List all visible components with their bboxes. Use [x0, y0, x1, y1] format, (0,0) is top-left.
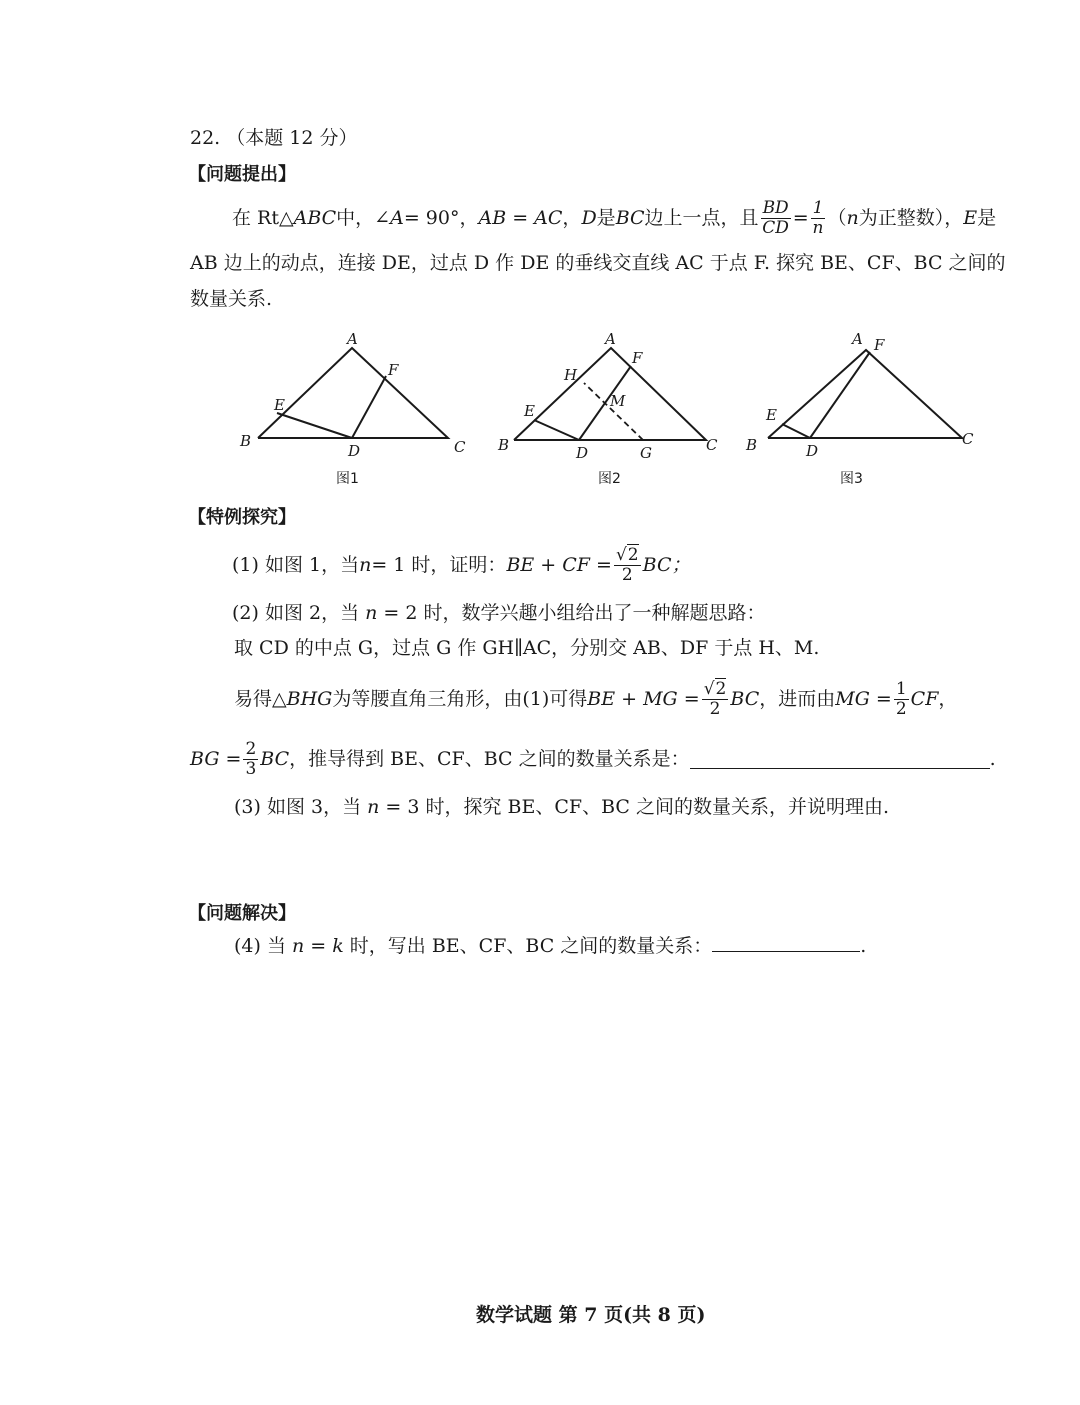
fig3-label-a: A — [852, 330, 863, 348]
fraction-1-n: $\frac{1}{n}$ — [812, 197, 824, 238]
special-part-3: (3) 如图 3，当 n = 3 时，探究 BE、CF、BC 之间的数量关系，并说明理由. — [234, 796, 890, 818]
fig2-label-h: H — [564, 366, 578, 384]
fig2-label-d: D — [576, 444, 589, 462]
fig1-label-e: E — [274, 396, 285, 414]
problem-line-1: 在 Rt△ ABC 中，∠ A = 90°， AB = AC ， D 是 BC 边上一点，且 $\frac{BD}{CD}$ = $\frac{1}{n}$ （ n 为正整数）， E 是 — [232, 197, 997, 238]
fig2-label-g: G — [640, 444, 652, 462]
special-part-2-line-4: BG = $\frac{2}{3}$ BC ，推导得到 BE、CF、BC 之间的数量关系是： . — [190, 738, 996, 779]
problem-line-2: AB 边上的动点，连接 DE，过点 D 作 DE 的垂线交直线 AC 于点 F. 探究 BE、CF、BC 之间的 — [190, 252, 1006, 274]
fraction-two-thirds: $\frac{2}{3}$ — [245, 738, 257, 779]
fig3-triangle — [768, 350, 962, 438]
special-part-2-line-2: 取 CD 的中点 G，过点 G 作 GH∥AC，分别交 AB、DF 于点 H、M. — [234, 637, 820, 659]
fig1-label-d: D — [348, 442, 361, 460]
fig2-label-e: E — [524, 402, 535, 420]
fig3-segment-df — [810, 352, 870, 438]
solve-part-4: (4) 当 n = k 时，写出 BE、CF、BC 之间的数量关系： . — [234, 935, 867, 957]
answer-blank-part-2[interactable] — [690, 750, 990, 769]
special-part-2-line-3: 易得△ BHG 为等腰直角三角形，由(1)可得 BE + MG = $\frac{√2}{2}$ BC ，进而由 MG = $\frac{1}{2}$ CF ， — [234, 678, 958, 719]
fig2-label-b: B — [498, 436, 510, 454]
answer-blank-part-4[interactable] — [712, 933, 860, 952]
fig3-label-e: E — [766, 406, 777, 424]
special-part-1: (1) 如图 1，当 n = 1 时，证明： BE + CF = $\frac{√2}{2}$ BC； — [232, 544, 691, 585]
fig3-label-d: D — [806, 442, 819, 460]
fraction-sqrt2-over-2: $\frac{√2}{2}$ — [615, 544, 639, 585]
special-part-2-line-1: (2) 如图 2，当 n = 2 时，数学兴趣小组给出了一种解题思路： — [232, 602, 766, 624]
figure-3 — [740, 328, 990, 468]
section-problem-heading: 【问题提出】 — [188, 164, 296, 185]
fig2-caption: 图2 — [598, 471, 621, 487]
fig2-label-m: M — [610, 392, 626, 410]
section-solve-heading: 【问题解决】 — [188, 903, 296, 924]
fig1-label-b: B — [240, 432, 252, 450]
question-number: 22. — [190, 127, 221, 149]
fig1-caption: 图1 — [336, 471, 359, 487]
fig1-label-c: C — [454, 438, 466, 456]
fraction-one-half: $\frac{1}{2}$ — [895, 678, 907, 719]
fig2-label-f: F — [632, 349, 643, 367]
fraction-bd-cd: $\frac{BD}{CD}$ — [762, 197, 789, 238]
fig3-label-c: C — [962, 430, 974, 448]
fig1-label-a: A — [347, 330, 358, 348]
fig2-label-a: A — [605, 330, 616, 348]
fig3-segment-de — [782, 424, 810, 438]
fig1-label-f: F — [388, 361, 399, 379]
page-footer: 数学试题 第 7 页(共 8 页) — [476, 1304, 706, 1326]
fig3-label-f: F — [874, 336, 885, 354]
fig1-segment-df — [352, 376, 386, 438]
question-score: （本题 12 分） — [226, 127, 358, 149]
figure-1 — [230, 328, 490, 468]
fig2-label-c: C — [706, 436, 718, 454]
problem-line-3: 数量关系. — [190, 288, 273, 310]
figure-2 — [494, 328, 734, 468]
fig3-label-b: B — [746, 436, 758, 454]
question-header — [190, 126, 358, 150]
fig1-triangle — [258, 348, 448, 438]
fig3-caption: 图3 — [840, 471, 863, 487]
fig2-segment-de — [534, 420, 579, 440]
fraction-sqrt2-over-2-b: $\frac{√2}{2}$ — [703, 678, 727, 719]
fig1-segment-de — [277, 413, 352, 438]
section-special-heading: 【特例探究】 — [188, 507, 296, 528]
